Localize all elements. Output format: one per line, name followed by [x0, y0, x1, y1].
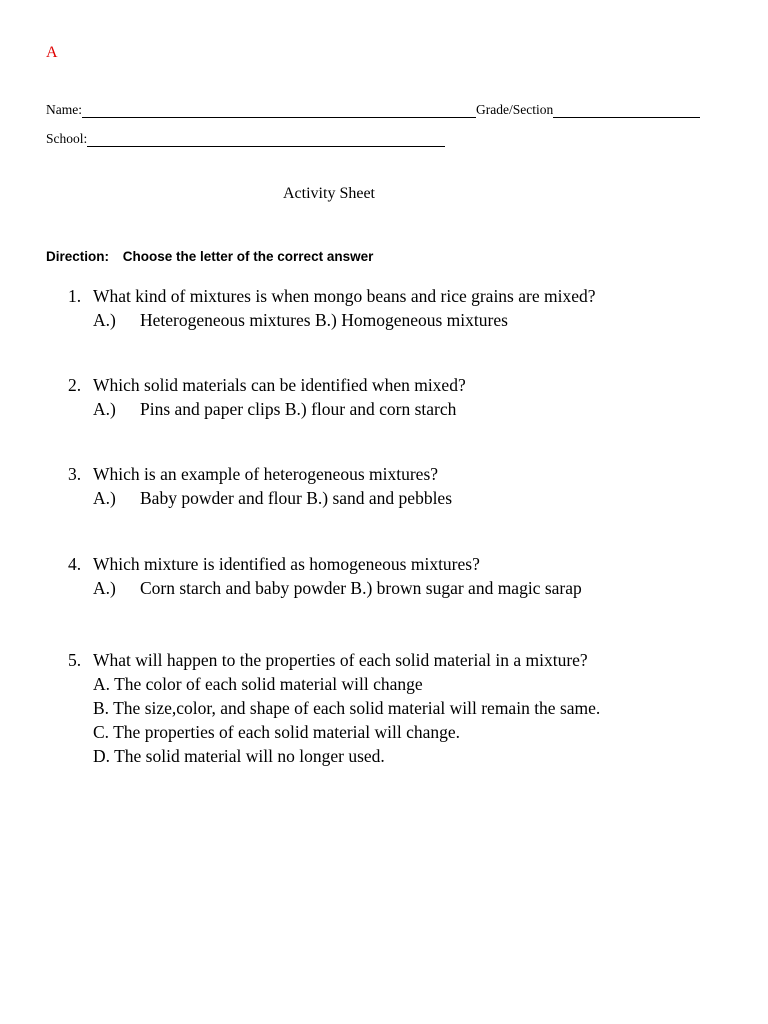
option-a-label: A.) — [93, 488, 116, 508]
question-number: 5. — [68, 650, 82, 670]
choice-b: B. The size,color, and shape of each solid material will remain the same. — [93, 698, 601, 718]
option-a-label: A.) — [93, 578, 116, 598]
choice-c: C. The properties of each solid material will change. — [93, 722, 461, 742]
answer-options: Heterogeneous mixtures B.) Homogeneous mixtures — [140, 310, 508, 330]
question-number: 1. — [68, 286, 82, 306]
question-number: 3. — [68, 464, 82, 484]
corner-letter: A — [46, 44, 58, 61]
question-number: 2. — [68, 375, 82, 395]
school-blank-line — [87, 134, 445, 147]
school-row — [46, 131, 445, 147]
name-blank-line — [82, 105, 476, 118]
choice-a: A. The color of each solid material will change — [93, 674, 423, 694]
direction-line — [46, 249, 373, 264]
question-text: What will happen to the properties of each solid material in a mixture? — [93, 650, 588, 670]
option-a-label: A.) — [93, 310, 116, 330]
grade-section-blank-line — [553, 105, 700, 118]
name-label: Name: — [46, 102, 82, 117]
direction-text: Choose the letter of the correct answer — [122, 249, 374, 264]
question-item — [68, 284, 596, 332]
school-label: School: — [46, 131, 88, 146]
page-title: Activity Sheet — [283, 185, 375, 202]
choice-d: D. The solid material will no longer used. — [93, 746, 385, 766]
question-item — [68, 648, 600, 768]
option-a-label: A.) — [93, 399, 116, 419]
grade-section-label: Grade/Section — [476, 102, 554, 117]
answer-options: Baby powder and flour B.) sand and pebbles — [140, 488, 453, 508]
question-item — [68, 552, 582, 600]
question-text: Which is an example of heterogeneous mixtures? — [93, 464, 439, 484]
question-text: What kind of mixtures is when mongo beans and rice grains are mixed? — [93, 286, 596, 306]
question-number: 4. — [68, 554, 82, 574]
question-text: Which solid materials can be identified when mixed? — [93, 375, 466, 395]
question-item — [68, 462, 452, 510]
question-item — [68, 373, 466, 421]
direction-label: Direction: — [46, 249, 110, 264]
question-text: Which mixture is identified as homogeneous mixtures? — [93, 554, 480, 574]
name-grade-row — [46, 102, 700, 118]
answer-options: Pins and paper clips B.) flour and corn starch — [140, 399, 457, 419]
answer-options: Corn starch and baby powder B.) brown sugar and magic sarap — [140, 578, 582, 598]
